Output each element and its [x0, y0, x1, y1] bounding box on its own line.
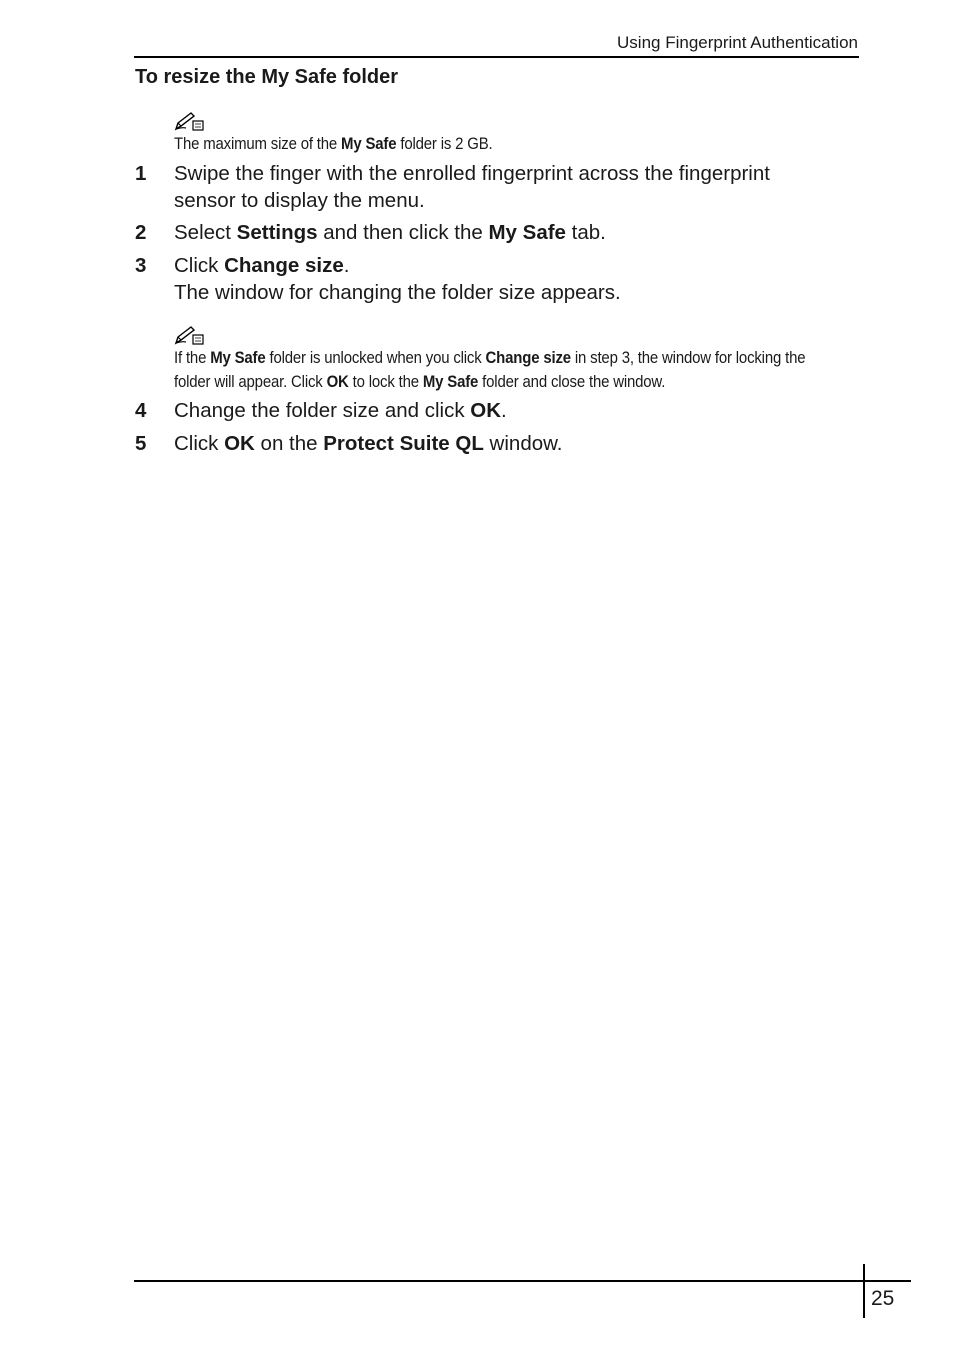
note-bold-segment: My Safe — [210, 348, 266, 367]
step-4 — [135, 397, 835, 424]
note-pencil-icon — [174, 324, 204, 346]
step-text-segment: Click — [174, 254, 225, 277]
note-text-segment: to lock the — [348, 372, 423, 391]
note-text-segment: folder and close the window. — [478, 372, 666, 391]
step-text-segment: window. — [483, 432, 563, 455]
running-header: Using Fingerprint Authentication — [617, 33, 858, 52]
step-bold-segment: OK — [470, 399, 502, 422]
step-bold-segment: Protect Suite QL — [323, 432, 484, 455]
step-result-text: The window for changing the folder size appears. — [174, 281, 621, 304]
step-5 — [135, 430, 835, 457]
step-text-segment: on the — [254, 432, 324, 455]
note-2 — [174, 324, 874, 394]
step-text-segment: Select — [174, 221, 237, 244]
note-bold-segment: OK — [326, 372, 349, 391]
step-text — [174, 219, 835, 246]
step-text-segment: Change the folder size and click — [174, 399, 471, 422]
step-3 — [135, 252, 835, 306]
step-text — [174, 252, 835, 279]
note-text-segment: The maximum size of the — [174, 134, 342, 153]
step-text-segment: and then click the — [317, 221, 489, 244]
footer-vertical-divider — [863, 1264, 865, 1318]
step-bold-segment: Settings — [236, 221, 318, 244]
step-text — [174, 430, 835, 457]
step-text-segment: . — [343, 254, 350, 277]
note-bold-segment: My Safe — [422, 372, 479, 391]
note-bold-segment: My Safe — [341, 134, 397, 153]
step-text-segment: Swipe the finger with the enrolled fingerprint across the fingerprint sensor to display the menu. — [174, 162, 770, 212]
step-text — [174, 397, 835, 424]
step-1 — [135, 160, 835, 214]
note-2-text — [174, 346, 843, 394]
note-1 — [174, 110, 874, 156]
step-text-segment: . — [501, 399, 507, 422]
note-bold-segment: Change size — [485, 348, 571, 367]
note-1-text — [174, 132, 843, 156]
step-number: 5 — [135, 432, 147, 455]
note-pencil-icon — [174, 110, 204, 132]
step-number: 4 — [135, 399, 147, 422]
step-number: 1 — [135, 162, 147, 185]
footer-divider — [134, 1280, 911, 1282]
step-text-segment: Click — [174, 432, 225, 455]
note-text-segment: folder is 2 GB. — [396, 134, 493, 153]
step-bold-segment: My Safe — [488, 221, 566, 244]
step-2 — [135, 219, 835, 246]
note-text-segment: folder is unlocked when you click — [265, 348, 486, 367]
step-bold-segment: OK — [224, 432, 255, 455]
step-text-segment: tab. — [565, 221, 606, 244]
note-text-segment: in step 3, the window for locking the folder will appear. Click — [174, 348, 806, 391]
step-bold-segment: Change size — [224, 254, 344, 277]
step-number: 3 — [135, 254, 147, 277]
step-number: 2 — [135, 221, 147, 244]
note-text-segment: If the — [174, 348, 211, 367]
step-text — [174, 160, 835, 214]
header-divider — [134, 56, 859, 58]
page-number: 25 — [871, 1287, 895, 1310]
section-title: To resize the My Safe folder — [135, 66, 399, 88]
